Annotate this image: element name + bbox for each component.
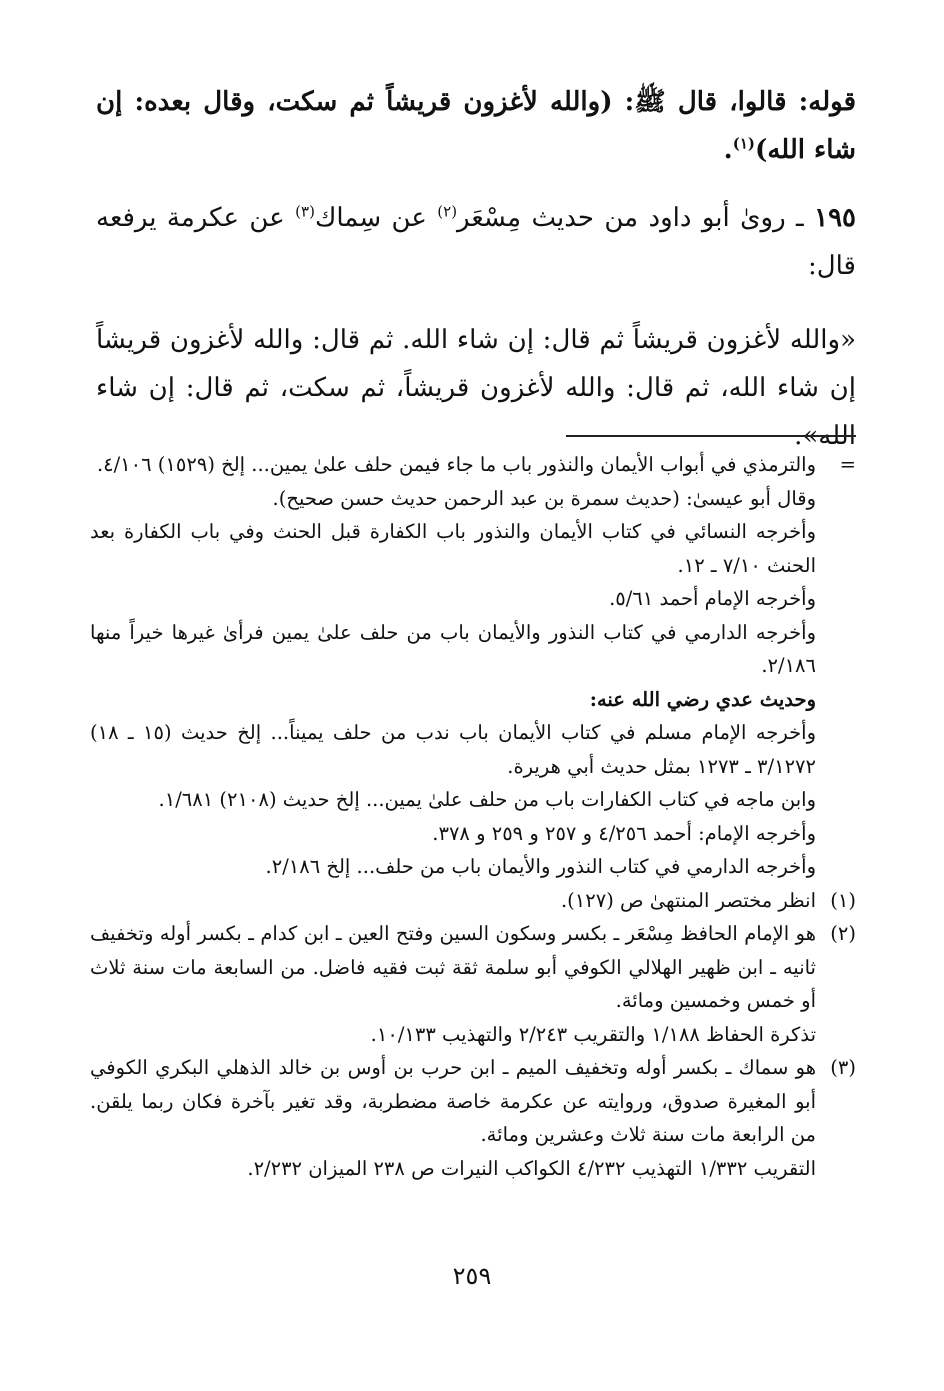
commentary-text: قوله: قالوا، قال ﷺ: (والله لأغزون قريشاً ثم سكت، وقال بعده: إن شاء الله) xyxy=(96,87,856,165)
footnote-line: وأخرجه الدارمي في كتاب النذور والأيمان باب من حلف... إلخ ٢/١٨٦. xyxy=(265,855,816,878)
footnote-line: وأخرجه الإمام أحمد ٥/٦١. xyxy=(609,587,816,610)
footnote-separator xyxy=(566,435,856,437)
footnote-body xyxy=(90,1051,816,1185)
footnote-3 xyxy=(90,1051,856,1185)
hadith-intro-text-a: ـ روىٰ أبو داود من حديث مِسْعَر xyxy=(457,203,804,233)
hadith-text-paragraph xyxy=(96,316,856,460)
footnote-line: التقريب ١/٣٣٢ التهذيب ٤/٢٣٢ الكواكب النيرات ص ٢٣٨ الميزان ٢/٢٣٢. xyxy=(247,1156,816,1180)
footnote-continuation xyxy=(90,448,856,884)
continuation-body xyxy=(90,448,816,884)
footnotes-section xyxy=(90,448,856,1185)
footnote-line: وأخرجه النسائي في كتاب الأيمان والنذور باب الكفارة قبل الحنث وفي باب الكفارة بعد الحنث ٧/١٠ ـ ١٢. xyxy=(90,520,816,577)
footnote-line: تذكرة الحفاظ ١/١٨٨ والتقريب ٢/٢٤٣ والتهذيب ١٠/١٣٣. xyxy=(370,1022,816,1046)
footnote-1 xyxy=(90,884,856,918)
footnote-line: انظر مختصر المنتهىٰ ص (١٢٧). xyxy=(560,888,816,912)
footnote-line: وأخرجه الإمام: أحمد ٤/٢٥٦ و ٢٥٧ و ٢٥٩ و ٣٧٨. xyxy=(432,821,816,845)
footnote-ref-2: (٢) xyxy=(437,202,458,221)
sentence-end: . xyxy=(723,135,733,165)
footnote-line: هو الإمام الحافظ مِسْعَر ـ بكسر وسكون السين وفتح العين ـ ابن كدام ـ بكسر أوله وتخفيف ثانيه ـ ابن ظهير الهلالي الكوفي أبو سلمة ثقة ثبت فقيه فاضل. من السابعة مات سنة ثلاث أو خمس وخمسين ومائة. xyxy=(90,922,816,1012)
footnote-body xyxy=(90,884,816,918)
footnote-line: والترمذي في أبواب الأيمان والنذور باب ما جاء فيمن حلف علىٰ يمين... إلخ (١٥٢٩) ٤/١٠٦. xyxy=(96,453,816,476)
footnote-line: هو سماك ـ بكسر أوله وتخفيف الميم ـ ابن حرب بن أوس بن خالد الذهلي البكري الكوفي أبو المغيرة صدوق، وروايته عن عكرمة خاصة مضطربة، وقد تغير بآخرة فكان ربما يلقن. من الرابعة مات سنة ثلاث وعشرين ومائة. xyxy=(90,1056,816,1146)
hadith-text: «والله لأغزون قريشاً ثم قال: إن شاء الله. ثم قال: والله لأغزون قريشاً إن شاء الله، ثم قال: والله لأغزون قريشاً، ثم سكت، ثم قال: إن شاء الله». xyxy=(96,325,856,451)
footnote-2 xyxy=(90,917,856,1051)
footnote-line: وابن ماجه في كتاب الكفارات باب من حلف علىٰ يمين... إلخ حديث (٢١٠٨) ١/٦٨١. xyxy=(158,788,816,811)
commentary-paragraph xyxy=(96,78,856,174)
footnote-line: وأخرجه الإمام مسلم في كتاب الأيمان باب ندب من حلف يميناً... إلخ حديث (١٥ ـ ١٨) ٣/١٢٧٢ ـ ١٢٧٣ بمثل حديث أبي هريرة. xyxy=(90,721,816,778)
hadith-intro-text-c: عن عكرمة يرفعه قال: xyxy=(96,203,856,281)
continuation-marker: = xyxy=(839,453,856,476)
footnote-marker: (٢) xyxy=(830,922,856,945)
footnote-marker: (٣) xyxy=(830,1056,856,1079)
hadith-intro-paragraph xyxy=(96,194,856,290)
footnote-marker: (١) xyxy=(830,888,856,912)
hadith-number: ١٩٥ xyxy=(814,203,857,233)
page-number: ٢٥٩ xyxy=(452,1262,492,1290)
footnote-ref-1: (١) xyxy=(732,134,756,153)
footnote-ref-3: (٣) xyxy=(295,202,315,221)
footnote-subheading: وحديث عدي رضي الله عنه: xyxy=(589,687,816,711)
footnote-body xyxy=(90,917,816,1051)
hadith-intro-text-b: عن سِماك xyxy=(314,203,427,233)
footnote-line: وأخرجه الدارمي في كتاب النذور والأيمان باب من حلف علىٰ يمين فرأىٰ غيرها خيراً منها ٢/١٨٦. xyxy=(90,620,816,677)
footnote-line: وقال أبو عيسىٰ: (حديث سمرة بن عبد الرحمن حديث حسن صحيح). xyxy=(272,486,816,510)
